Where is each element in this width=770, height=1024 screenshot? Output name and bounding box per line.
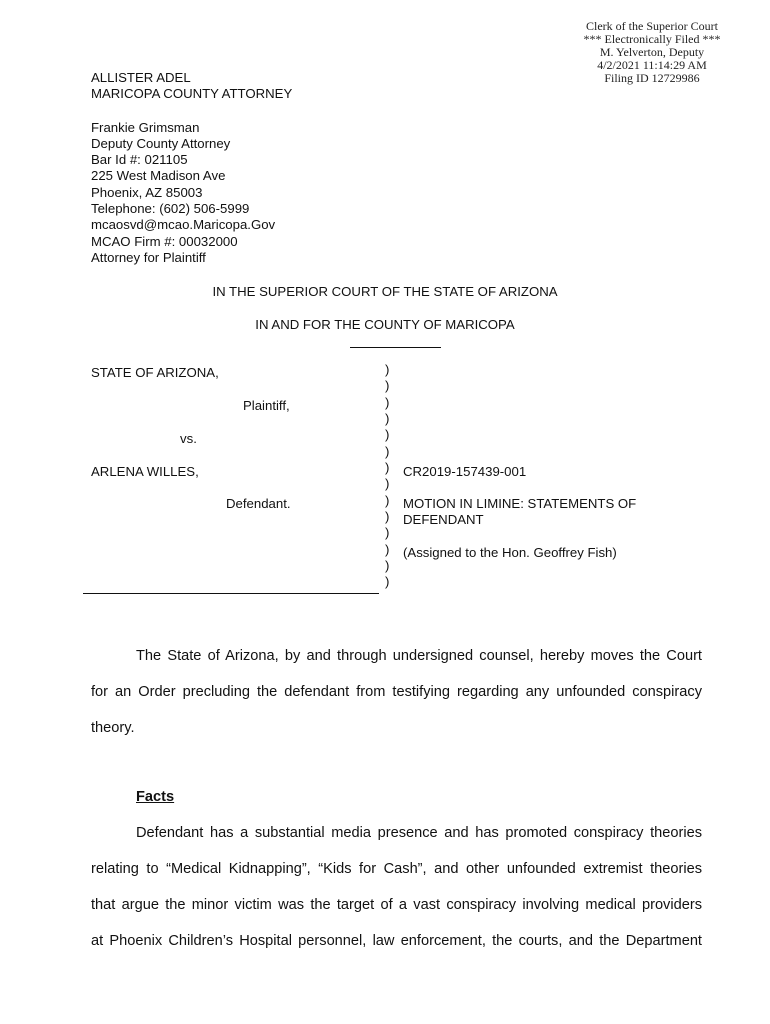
office-title: MARICOPA COUNTY ATTORNEY	[91, 86, 293, 102]
paragraph-line: Defendant has a substantial media presence and has promoted conspiracy theories	[136, 825, 702, 841]
motion-title-line: MOTION IN LIMINE: STATEMENTS OF	[403, 496, 637, 511]
facts-paragraph	[91, 815, 702, 959]
office-name: ALLISTER ADEL	[91, 70, 191, 85]
city-state-zip: Phoenix, AZ 85003	[91, 184, 203, 200]
filing-stamp	[560, 20, 744, 85]
paragraph-line: at Phoenix Children’s Hospital personnel, law enforcement, the courts, and the Department	[91, 933, 702, 949]
facts-heading: Facts	[136, 789, 175, 805]
stamp-line: Filing ID 12729986	[604, 71, 700, 85]
heading-rule	[350, 347, 441, 348]
bar-id: Bar Id #: 021105	[91, 152, 188, 168]
paragraph-line: theory.	[91, 720, 135, 736]
caption-rule	[83, 593, 379, 594]
paren: )	[385, 492, 390, 508]
paragraph-line: relating to “Medical Kidnapping”, “Kids for Cash”, and other unfounded extremist theories	[91, 861, 702, 877]
caption-divider	[385, 362, 395, 591]
street-address: 225 West Madison Ave	[91, 168, 226, 184]
stamp-line: M. Yelverton, Deputy	[599, 45, 705, 59]
court-county: IN AND FOR THE COUNTY OF MARICOPA	[255, 317, 515, 332]
paragraph-line: The State of Arizona, by and through undersigned counsel, hereby moves the Court	[136, 648, 702, 664]
defendant-role: Defendant.	[226, 496, 291, 511]
court-name: IN THE SUPERIOR COURT OF THE STATE OF ARIZONA	[212, 284, 558, 299]
firm-number: MCAO Firm #: 00032000	[91, 233, 238, 249]
intro-paragraph	[91, 638, 702, 746]
paren: )	[385, 558, 390, 574]
paren: )	[385, 378, 390, 394]
stamp-line: 4/2/2021 11:14:29 AM	[597, 58, 707, 72]
defendant-name: ARLENA WILLES,	[91, 464, 199, 479]
paren: )	[385, 460, 390, 476]
plaintiff-role: Plaintiff,	[243, 398, 290, 413]
paragraph-line: that argue the minor victim was the target of a vast conspiracy involving medical providers	[91, 897, 702, 913]
versus: vs.	[180, 431, 197, 446]
plaintiff-name: STATE OF ARIZONA,	[91, 365, 219, 380]
email-address: mcaosvd@mcao.Maricopa.Gov	[91, 217, 276, 233]
counsel-name: Frankie Grimsman	[91, 119, 200, 135]
paren: )	[385, 541, 390, 557]
stamp-line: *** Electronically Filed ***	[583, 32, 721, 46]
motion-title-line: DEFENDANT	[403, 512, 484, 527]
paren: )	[385, 525, 390, 541]
attorney-block	[91, 70, 292, 266]
case-number: CR2019-157439-001	[403, 464, 527, 479]
telephone: Telephone: (602) 506-5999	[91, 201, 250, 217]
judge-assignment: (Assigned to the Hon. Geoffrey Fish)	[403, 545, 617, 560]
paren: )	[385, 443, 390, 459]
representation: Attorney for Plaintiff	[91, 249, 206, 265]
stamp-line: Clerk of the Superior Court	[586, 19, 718, 33]
paren: )	[385, 574, 390, 590]
counsel-title: Deputy County Attorney	[91, 135, 231, 151]
paren: )	[385, 427, 390, 443]
paragraph-line: for an Order precluding the defendant from testifying regarding any unfounded conspiracy	[91, 684, 702, 700]
paren: )	[385, 411, 390, 427]
paren: )	[385, 476, 390, 492]
paren: )	[385, 362, 390, 377]
paren: )	[385, 509, 390, 525]
paren: )	[385, 394, 390, 410]
